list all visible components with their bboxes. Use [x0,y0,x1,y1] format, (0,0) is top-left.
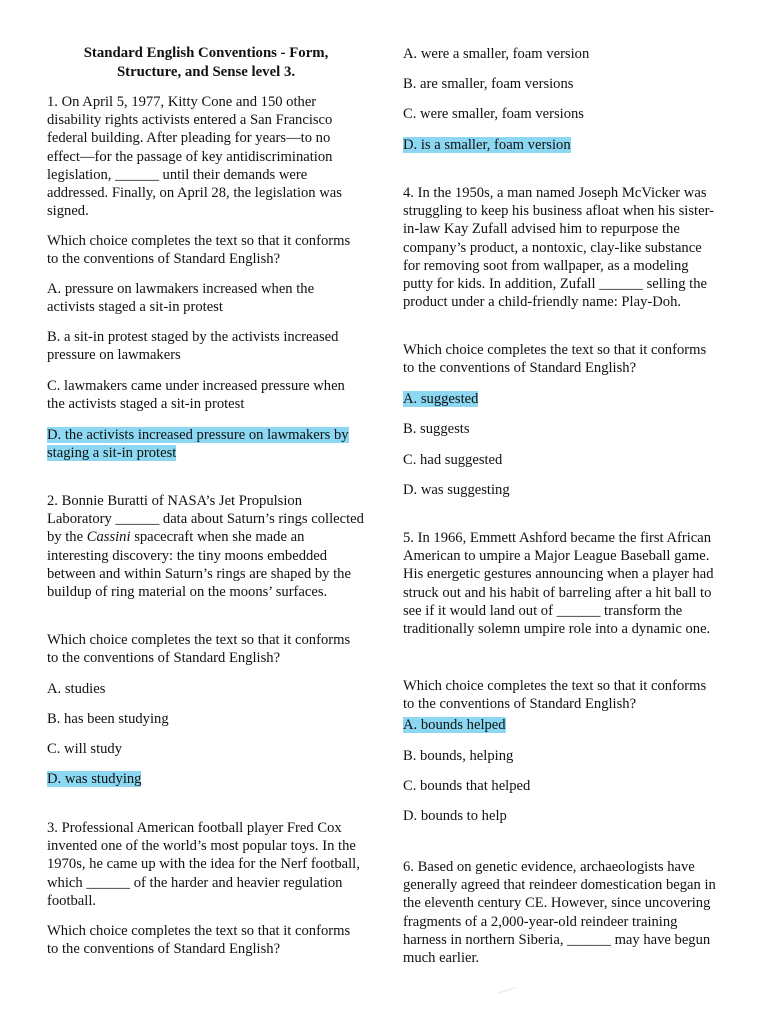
question-4-option-c[interactable]: C. had suggested [403,452,503,468]
question-4-option-b[interactable]: B. suggests [403,421,470,437]
question-1-option-a[interactable]: A. pressure on lawmakers increased when the activists staged a sit-in protest [47,281,315,316]
question-4-text: 4. In the 1950s, a man named Joseph McVicker was struggling to keep his business afloat when his sister-in-law Kay Zufall advised him to repurpose the company’s product, a nontoxic, clay-like substance for removing soot from wallpaper, as a modeling putty for kids. In addition, Zufall ______ selling the product under a child-friendly name: Play-Doh. [403,185,715,311]
question-2-option-a[interactable]: A. studies [47,681,106,697]
question-3-option-d[interactable] [403,136,721,154]
scan-mark [498,987,515,994]
question-1-option-c[interactable]: C. lawmakers came under increased pressure when the activists staged a sit-in protest [47,378,345,413]
question-2-option-b[interactable]: B. has been studying [47,711,169,727]
page-title [47,44,365,82]
question-5-text: 5. In 1966, Emmett Ashford became the first African American to umpire a Major League Baseball game. His energetic gestures announcing when a player had struck out and his habit of barreling after a hit ball to see if it would land out of ______ transform the traditionally solemn umpire role into a dynamic one. [403,530,714,638]
question-2-option-c[interactable]: C. will study [47,741,123,757]
question-4-option-a[interactable] [403,390,721,408]
answer-highlight: A. bounds helped [403,717,506,733]
question-2-option-d[interactable] [47,770,365,788]
question-1-option-b[interactable]: B. a sit-in protest staged by the activists increased pressure on lawmakers [47,329,339,364]
question-3-option-c[interactable]: C. were smaller, foam versions [403,106,584,122]
question-1-option-d[interactable] [47,426,365,462]
question-5-prompt: Which choice completes the text so that it conforms to the conventions of Standard English? [403,678,707,713]
question-6-text: 6. Based on genetic evidence, archaeologists have generally agreed that reindeer domestication began in the eleventh century CE. However, since uncovering fragments of a 2,000-year-old reindeer training harness in northern Siberia, ______ may have begun much earlier. [403,859,716,967]
answer-highlight: D. the activists increased pressure on lawmakers by staging a sit-in protest [47,427,349,462]
question-5-option-a[interactable] [403,716,721,734]
question-2-prompt: Which choice completes the text so that it conforms to the conventions of Standard English? [47,632,351,667]
title-line-1: Standard English Conventions - Form, [83,45,329,61]
question-3-prompt: Which choice completes the text so that it conforms to the conventions of Standard English? [47,923,351,958]
question-3-option-b[interactable]: B. are smaller, foam versions [403,76,574,92]
title-line-2: Structure, and Sense level 3. [116,64,296,80]
question-5-option-c[interactable]: C. bounds that helped [403,778,531,794]
question-4-prompt: Which choice completes the text so that it conforms to the conventions of Standard English? [403,342,707,377]
answer-highlight: A. suggested [403,391,479,407]
answer-highlight: D. was studying [47,771,142,787]
question-1-prompt: Which choice completes the text so that it conforms to the conventions of Standard English? [47,233,351,268]
answer-highlight: D. is a smaller, foam version [403,137,571,153]
question-1 [47,93,365,220]
question-5-option-d[interactable]: D. bounds to help [403,808,507,824]
question-3-text: 3. Professional American football player Fred Cox invented one of the world’s most popular toys. In the 1970s, he came up with the idea for the Nerf football, which ______ of the harder and heavier regulation football. [47,820,360,909]
question-4-option-d[interactable]: D. was suggesting [403,482,510,498]
question-5-option-b[interactable]: B. bounds, helping [403,748,514,764]
question-2-text: 2. Bonnie Buratti of NASA’s Jet Propulsion Laboratory ______ data about Saturn’s rings collected by the Cassini spacecraft when she made an interesting discovery: the tiny moons embedded between and within Saturn’s rings are shaped by the buildup of ring material on the moons’ surfaces. [47,493,364,601]
question-3-option-a[interactable]: A. were a smaller, foam version [403,46,590,62]
question-1-text: 1. On April 5, 1977, Kitty Cone and 150 other disability rights activists entered a San Francisco federal building. After pleading for years—to no effect—for the passage of key antidiscrimination legislation, ______ until their demands were addressed. Finally, on April 28, the legislation was signed. [47,94,342,220]
